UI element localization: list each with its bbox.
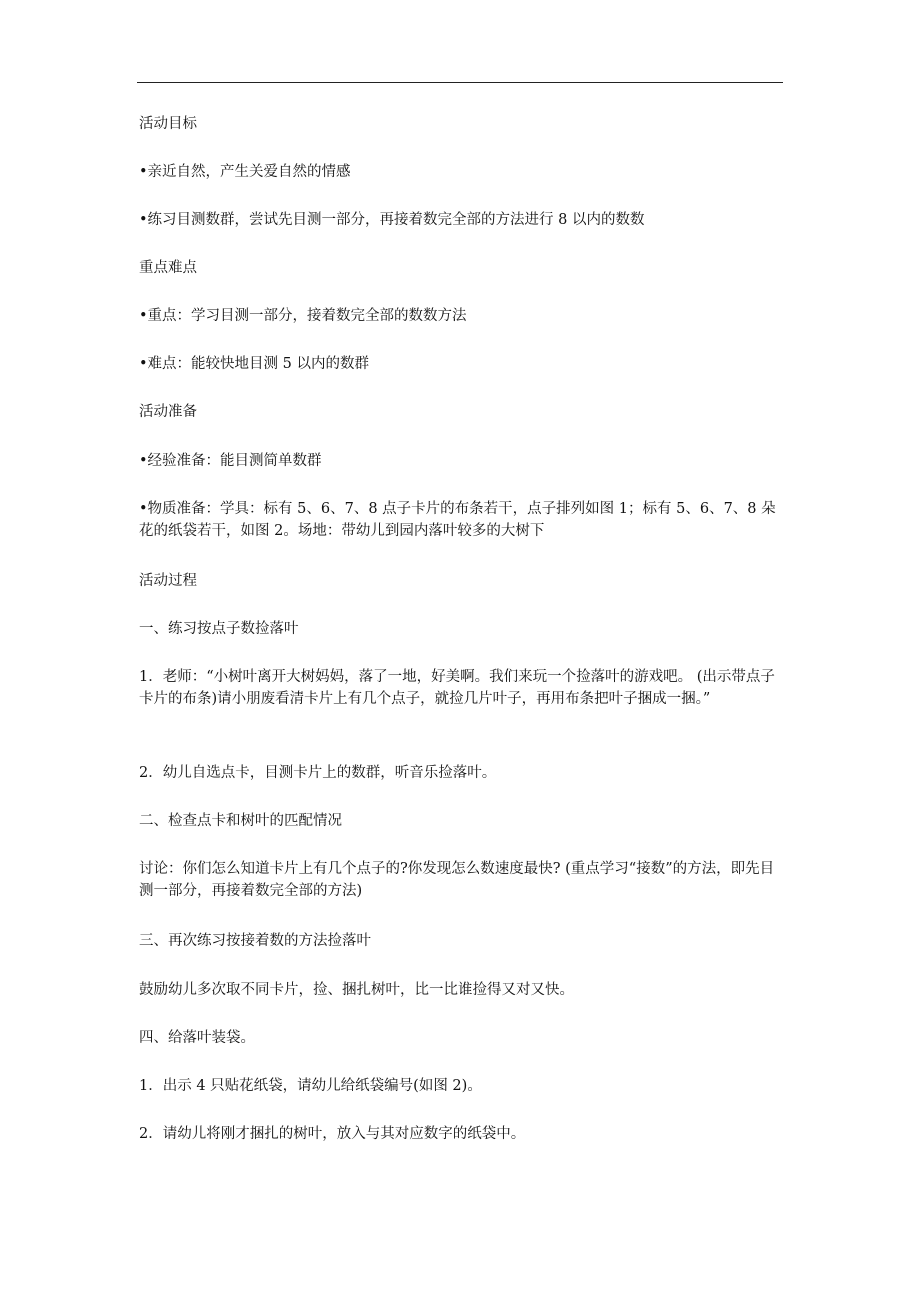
discussion-text: 讨论：你们怎么知道卡片上有几个点子的?你发现怎么数速度最快? (重点学习“接数”的方法，即先目测一部分，再接着数完全部的方法)	[139, 861, 775, 899]
key-point-item: •重点：学习目测一部分，接着数完全部的数数方法	[139, 308, 467, 324]
heading-key-points: 重点难点	[139, 260, 197, 276]
section-heading-3: 三、再次练习按接着数的方法捡落叶	[139, 933, 371, 949]
process-step-4-1: 1．出示 4 只贴花纸袋，请幼儿给纸袋编号(如图 2)。	[139, 1078, 482, 1094]
difficulty-item: •难点：能较快地目测 5 以内的数群	[139, 356, 369, 372]
header-rule	[137, 82, 783, 83]
preparation-materials: •物质准备：学具：标有 5、6、7、8 点子卡片的布条若干，点子排列如图 1；标有 5、6、7、8 朵花的纸袋若干，如图 2。场地：带幼儿到园内落叶较多的大树下	[139, 501, 776, 539]
section-heading-4: 四、给落叶装袋。	[139, 1030, 255, 1046]
goal-item-2: •练习目测数群，尝试先目测一部分，再接着数完全部的方法进行 8 以内的数数	[139, 212, 645, 228]
preparation-experience: •经验准备：能目测简单数群	[139, 453, 322, 469]
section-heading-2: 二、检查点卡和树叶的匹配情况	[139, 813, 342, 829]
section-heading-1: 一、练习按点子数捡落叶	[139, 621, 299, 637]
process-step-1-2: 2．幼儿自选点卡，目测卡片上的数群，听音乐捡落叶。	[139, 765, 497, 781]
heading-activity-goals: 活动目标	[139, 116, 197, 132]
process-step-4-2: 2．请幼儿将刚才捆扎的树叶，放入与其对应数字的纸袋中。	[139, 1126, 526, 1142]
goal-item-1: •亲近自然，产生关爱自然的情感	[139, 164, 351, 180]
process-step-1-1: 1．老师：“小树叶离开大树妈妈，落了一地，好美啊。我们来玩一个捡落叶的游戏吧。 (出示带点子卡片的布条)请小朋废看清卡片上有几个点子，就捡几片叶子，再用布条把叶子捆成一捆。”	[139, 669, 775, 707]
heading-preparation: 活动准备	[139, 404, 197, 420]
heading-process: 活动过程	[139, 573, 197, 589]
encourage-text: 鼓励幼儿多次取不同卡片，捡、捆扎树叶，比一比谁捡得又对又快。	[139, 982, 574, 998]
